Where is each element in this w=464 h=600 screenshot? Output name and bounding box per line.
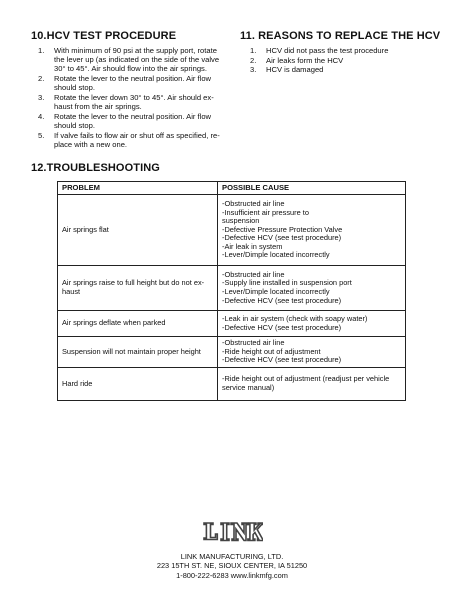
cause-line: -Ride height out of adjustment (222, 346, 321, 356)
footer (0, 552, 464, 580)
list-text: Rotate the lever down 30° to 45°. Air should ex- haust from the air springs. (54, 93, 214, 112)
cause-line: -Supply line installed in suspension port (222, 278, 352, 288)
list-text: With minimum of 90 psi at the supply port, rotate the lever up (as indicated on the side of the valve 30° to 45°. Air should flow into the air springs. (54, 46, 220, 74)
list-text: Rotate the lever to the neutral position. Air flow should stop. (54, 111, 212, 131)
troubleshooting-body (58, 195, 406, 401)
list-number: 5. (38, 130, 45, 140)
company-name: LINK MANUFACTURING, LTD. (180, 552, 284, 561)
problem-cell: Air springs deflate when parked (58, 311, 218, 337)
list-text: HCV did not pass the test procedure (266, 46, 389, 55)
list-text: Air leaks form the HCV (266, 55, 344, 65)
problem-cell: Hard ride (58, 368, 218, 401)
test-step (38, 93, 238, 111)
list-number: 3. (38, 93, 45, 103)
list-number: 2. (250, 55, 257, 65)
link-logo (201, 520, 263, 544)
problem-cell: Air springs flat (58, 195, 218, 266)
cause-cell (218, 195, 406, 266)
list-number: 3. (250, 65, 257, 75)
table-row (58, 311, 406, 337)
cause-line: -Lever/Dimple located incorrectly (222, 287, 330, 296)
cause-line: -Defective HCV (see test procedure) (222, 295, 342, 305)
table-row (58, 368, 406, 401)
reasons-heading: 11. REASONS TO REPLACE THE HCV (240, 30, 441, 42)
test-step (38, 131, 238, 149)
cause-line: -Defective HCV (see test procedure) (222, 233, 342, 243)
company-contact: 1-800-222-6283 www.linkmfg.com (176, 570, 288, 580)
cause-line: -Defective HCV (see test procedure) (222, 322, 342, 332)
cause-line: -Lever/Dimple located incorrectly (222, 250, 330, 260)
troubleshooting-heading: 12.TROUBLESHOOTING (31, 162, 160, 174)
cause-line: -Ride height out of adjustment (readjust per vehicle (222, 374, 390, 384)
cause-cell (218, 311, 406, 337)
reasons-list (250, 46, 450, 75)
cause-line: suspension (222, 216, 260, 226)
cause-line: -Defective Pressure Protection Valve (222, 224, 343, 234)
cause-header: POSSIBLE CAUSE (218, 182, 406, 195)
cause-line: -Air leak in system (222, 241, 283, 251)
list-number: 2. (38, 74, 45, 84)
list-number: 4. (38, 111, 45, 121)
hcv-test-heading: 10.HCV TEST PROCEDURE (31, 30, 177, 42)
list-number: 1. (38, 46, 45, 55)
problem-header: PROBLEM (58, 182, 218, 195)
list-text: If valve fails to flow air or shut off as specified, re- place with a new one. (54, 130, 220, 150)
company-address: 223 15TH ST. NE, SIOUX CENTER, IA 51250 (156, 561, 308, 571)
problem-cell: Suspension will not maintain proper height (58, 337, 218, 368)
list-number: 1. (250, 46, 257, 55)
table-header-row (58, 182, 406, 195)
reason-item (250, 65, 450, 74)
cause-cell (218, 368, 406, 401)
hcv-test-steps (38, 46, 238, 149)
list-text: Rotate the lever to the neutral position. Air flow should stop. (54, 74, 212, 93)
test-step (38, 74, 238, 92)
cause-line: service manual) (222, 383, 275, 392)
problem-cell: Air springs raise to full height but do not ex- haust (58, 266, 218, 311)
cause-line: -Leak in air system (check with soapy water) (222, 313, 368, 323)
reason-item (250, 46, 450, 55)
cause-line: -Insufficient air pressure to (222, 207, 309, 217)
test-step (38, 46, 238, 74)
troubleshooting-table (57, 181, 406, 401)
cause-cell (218, 266, 406, 311)
reason-item (250, 56, 450, 65)
test-step (38, 112, 238, 130)
list-text: HCV is damaged (266, 65, 324, 75)
cause-cell (218, 337, 406, 368)
cause-line: -Obstructed air line (222, 269, 285, 279)
table-row (58, 266, 406, 311)
cause-line: -Obstructed air line (222, 198, 285, 208)
table-row (58, 195, 406, 266)
cause-line: -Obstructed air line (222, 338, 285, 348)
table-row (58, 337, 406, 368)
cause-line: -Defective HCV (see test procedure) (222, 355, 342, 365)
link-logo-mark (201, 520, 263, 544)
